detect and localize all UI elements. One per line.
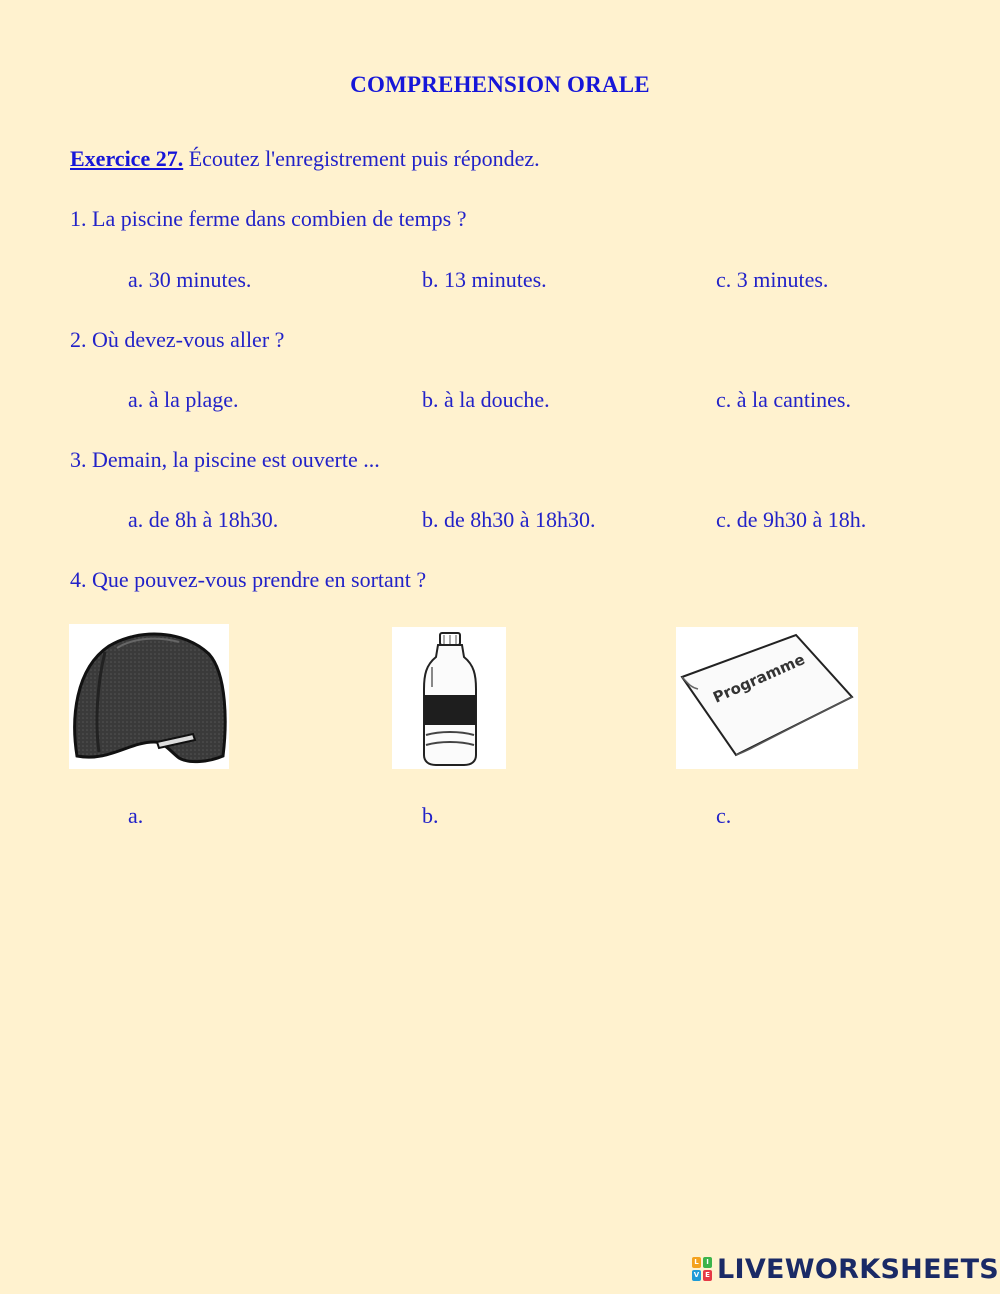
q2-option-b[interactable]: b. à la douche. <box>422 387 550 412</box>
q2-option-c[interactable]: c. à la cantines. <box>716 387 851 412</box>
logo-mark-letter: L <box>692 1257 701 1268</box>
q2-option-a[interactable]: a. à la plage. <box>128 387 239 412</box>
question-3: 3. Demain, la piscine est ouverte ... <box>70 447 380 472</box>
exercise-instruction: Écoutez l'enregistrement puis répondez. <box>188 146 540 171</box>
q1-option-a[interactable]: a. 30 minutes. <box>128 267 252 292</box>
q4-option-a[interactable]: a. <box>128 803 144 828</box>
water-bottle-icon <box>392 627 506 769</box>
question-4: 4. Que pouvez-vous prendre en sortant ? <box>70 567 427 592</box>
liveworksheets-mark-icon <box>692 1256 714 1282</box>
logo-mark-letter: V <box>693 1271 700 1279</box>
q4-option-b[interactable]: b. <box>422 803 439 828</box>
logo-mark-letter: E <box>703 1270 712 1281</box>
question-1: 1. La piscine ferme dans combien de temps ? <box>70 206 467 231</box>
liveworksheets-logo[interactable] <box>692 1254 999 1284</box>
q1-option-c[interactable]: c. 3 minutes. <box>716 267 829 292</box>
logo-mark-letter: I <box>703 1257 712 1268</box>
programme-sheet-icon <box>676 627 858 769</box>
q3-option-a[interactable]: a. de 8h à 18h30. <box>128 507 279 532</box>
q4-option-c[interactable]: c. <box>716 803 732 828</box>
logo-text: LIVEWORKSHEETS <box>717 1253 1000 1285</box>
q3-option-b[interactable]: b. de 8h30 à 18h30. <box>422 507 596 532</box>
q3-option-c[interactable]: c. de 9h30 à 18h. <box>716 507 867 532</box>
q1-option-b[interactable]: b. 13 minutes. <box>422 267 547 292</box>
question-2: 2. Où devez-vous aller ? <box>70 327 285 352</box>
programme-label: Programme <box>710 650 808 707</box>
exercise-heading <box>70 146 540 172</box>
swim-cap-icon <box>69 624 229 769</box>
page-title: COMPREHENSION ORALE <box>350 72 650 97</box>
exercise-label: Exercice 27. <box>70 146 184 171</box>
